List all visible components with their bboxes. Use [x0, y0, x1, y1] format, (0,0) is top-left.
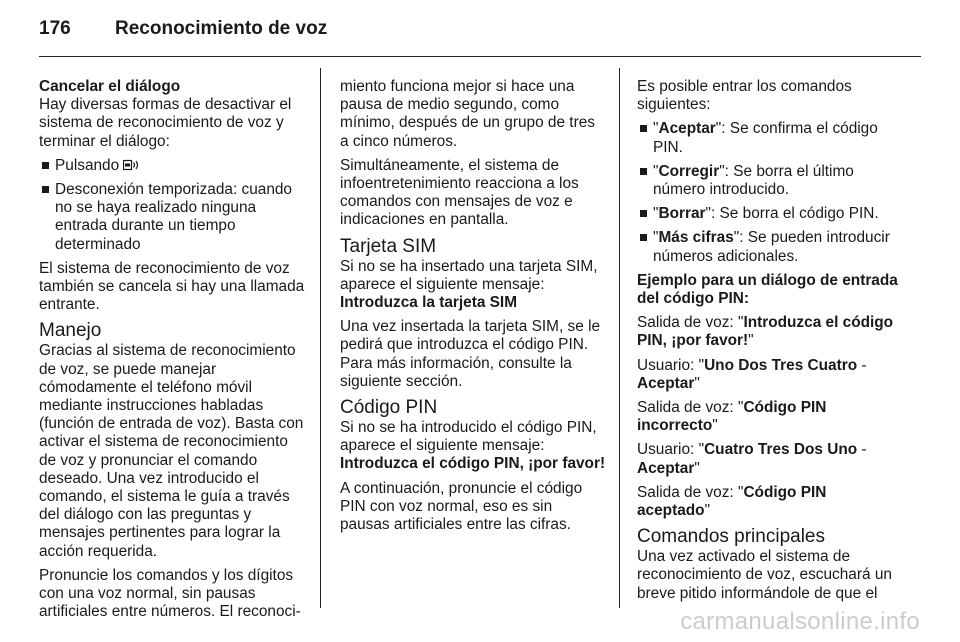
pronounce-text: Pronuncie los comandos y los dígitos con una voz normal, sin pausas artificiales entre números. El reconoci-: [39, 566, 301, 621]
bullet-icon: [42, 162, 49, 169]
pin-text: Si no se ha introducido el código PIN, aparece el siguiente mensaje:: [340, 419, 597, 455]
voice-command-icon: [123, 159, 140, 171]
dialog-line: Salida de voz: "Código PIN incorrecto": [637, 399, 827, 435]
dialog-line: Salida de voz: "Introduzca el código PIN, ¡por favor!": [637, 314, 894, 350]
bullet-icon: [640, 210, 647, 217]
simultaneous-text: Simultáneamente, el sistema de infoentretenimiento reacciona a los comandos con mensajes de voz e indicaciones en pantalla.: [340, 156, 579, 229]
section-heading-main-commands: Comandos principales: [637, 526, 825, 548]
list-item: "Borrar": Se borra el código PIN.: [637, 205, 903, 223]
list-item: Pulsando: [39, 157, 305, 175]
section-heading-pin: Código PIN: [340, 397, 438, 419]
list-item: Desconexión temporizada: cuando no se haya realizado ninguna entrada durante un tiempo determinado: [39, 181, 305, 254]
pin-commands-list: [637, 120, 903, 265]
cancel-methods-list: [39, 157, 305, 254]
example-heading: Ejemplo para un diálogo de entrada del código PIN:: [637, 271, 898, 308]
dialog-line: Usuario: "Cuatro Tres Dos Uno - Aceptar": [637, 441, 867, 477]
column-divider-1: [320, 68, 321, 608]
list-item: "Aceptar": Se confirma el código PIN.: [637, 120, 903, 156]
commands-intro: Es posible entrar los comandos siguientes:: [637, 78, 852, 114]
bullet-icon: [640, 125, 647, 132]
section-heading-sim: Tarjeta SIM: [340, 235, 437, 257]
column-1: [39, 78, 305, 627]
cancel-dialog-heading: Cancelar el diálogo: [39, 78, 181, 95]
sim-text: Si no se ha insertado una tarjeta SIM, aparece el siguiente mensaje:: [340, 257, 598, 293]
section-heading-manejo: Manejo: [39, 320, 102, 342]
bullet-icon: [640, 168, 647, 175]
dialog-line: Salida de voz: "Código PIN aceptado": [637, 483, 827, 520]
timeout-text: El sistema de reconocimiento de voz también se cancela si hay una llamada entrante.: [39, 259, 305, 314]
bullet-icon: [42, 186, 49, 193]
watermark: carmanualsonline.info: [680, 608, 920, 635]
page-number: 176: [39, 18, 71, 39]
manejo-text: Gracias al sistema de reconocimiento de voz, se puede manejar cómodamente el teléfono móvil mediante instrucciones habladas (función de entrada de voz). Basta con activar el sistema de reconocimiento de voz y pronunciar el comando deseado. Una vez introducido el comando, el sistema le guía a través del diálogo con las preguntas y mensajes pertinentes para lograr la acción requerida.: [39, 342, 304, 560]
page-header: [39, 18, 327, 48]
pin-text-2: A continuación, pronuncie el código PIN con voz normal, eso es sin pausas artificiales entre las cifras.: [340, 479, 583, 534]
continued-text: miento funciona mejor si hace una pausa de medio segundo, como mínimo, después de un grupo de tres a cinco números.: [340, 78, 595, 150]
list-item: "Corregir": Se borra el último número introducido.: [637, 163, 903, 199]
main-commands-text: Una vez activado el sistema de reconocimiento de voz, escuchará un breve pitido informándole de que el: [637, 548, 892, 602]
sim-text-2: Una vez insertada la tarjeta SIM, se le pedirá que introduzca el código PIN. Para más información, consulte la siguiente sección.: [340, 318, 601, 390]
column-3: [637, 78, 903, 603]
list-item: "Más cifras": Se pueden introducir números adicionales.: [637, 229, 903, 265]
pin-message: Introduzca el código PIN, ¡por favor!: [340, 455, 606, 473]
page-title: Reconocimiento de voz: [115, 18, 328, 39]
sim-message: Introduzca la tarjeta SIM: [340, 294, 518, 312]
column-divider-2: [619, 68, 620, 608]
header-rule: [39, 56, 921, 57]
cancel-dialog-text: Hay diversas formas de desactivar el sistema de reconocimiento de voz y terminar el diálogo:: [39, 96, 292, 150]
dialog-line: Usuario: "Uno Dos Tres Cuatro - Aceptar": [637, 356, 867, 392]
bullet-icon: [640, 234, 647, 241]
column-2: [340, 78, 606, 540]
